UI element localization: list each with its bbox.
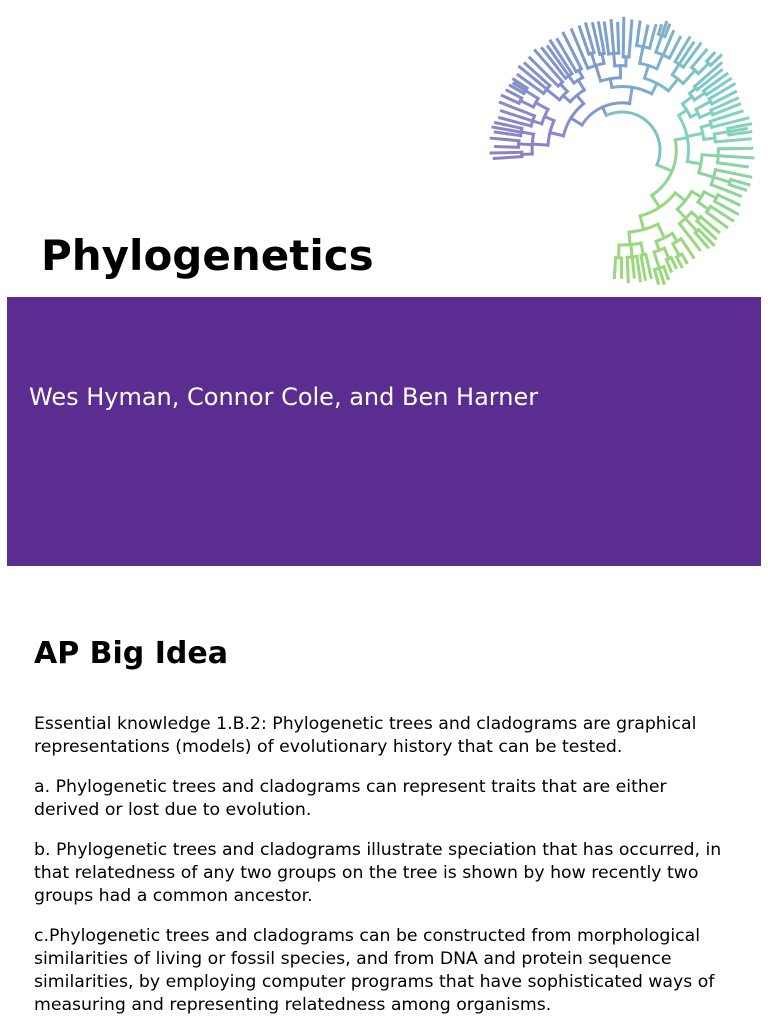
- tree-branch: [683, 97, 693, 104]
- circular-phylogenetic-tree-image: [486, 14, 758, 286]
- tree-branch: [728, 126, 742, 129]
- tree-branch: [722, 206, 737, 214]
- tree-branch: [495, 132, 507, 134]
- tree-branch: [731, 180, 741, 183]
- tree-branch: [707, 53, 715, 61]
- tree-branch: [580, 27, 586, 45]
- tree-branch: [493, 127, 511, 130]
- tree-branch: [586, 44, 589, 54]
- tree-branch: [627, 257, 628, 268]
- tree-branch: [596, 65, 601, 81]
- tree-branch: [698, 202, 709, 209]
- tree-branch: [656, 35, 662, 52]
- tree-branch: [532, 144, 548, 145]
- tree-branch: [631, 245, 632, 258]
- tree-branch: [638, 267, 640, 281]
- tree-branch: [669, 79, 678, 91]
- tree-branch: [683, 58, 690, 67]
- tree-branch: [708, 232, 715, 239]
- tree-branch: [607, 39, 609, 54]
- tree-branch: [683, 70, 695, 83]
- tree-branch: [502, 111, 523, 118]
- tree-branch: [711, 206, 723, 214]
- tree-branch: [519, 144, 533, 145]
- tree-branch: [637, 257, 639, 268]
- tree-branch: [687, 133, 703, 136]
- tree-branch: [654, 252, 659, 268]
- tree-branch: [630, 21, 632, 43]
- tree-branch: [507, 134, 520, 136]
- tree-branch: [692, 191, 702, 197]
- paragraph-essential-knowledge: Essential knowledge 1.B.2: Phylogenetic trees and cladograms are graphical representations (models) of evolutionary history that can be tested.: [34, 714, 697, 757]
- tree-branch: [526, 91, 539, 99]
- tree-branch: [523, 118, 533, 121]
- tree-branch: [614, 53, 615, 66]
- tree-branch: [536, 103, 548, 110]
- tree-branch: [590, 37, 594, 52]
- tree-branch: [666, 260, 671, 272]
- content-slide: [0, 575, 768, 1024]
- tree-branch: [655, 270, 659, 284]
- tree-branch: [611, 21, 613, 43]
- tree-branch: [577, 95, 584, 103]
- tree-branch: [646, 255, 649, 270]
- tree-branch: [729, 185, 740, 189]
- tree-branch: [640, 216, 644, 230]
- tree-branch: [727, 139, 751, 141]
- tree-branch: [718, 163, 730, 165]
- tree-branch: [713, 110, 724, 114]
- tree-branch: [729, 133, 743, 135]
- tree-branch: [702, 155, 718, 156]
- tree-branch: [550, 133, 564, 136]
- tree-branch: [599, 23, 603, 45]
- tree-branch: [699, 50, 706, 58]
- tree-branch: [683, 38, 690, 49]
- tree-branch: [637, 31, 639, 46]
- tree-branch: [547, 89, 560, 99]
- tree-branch: [618, 23, 619, 44]
- tree-branch: [681, 239, 687, 248]
- tree-branch: [722, 118, 748, 125]
- tree-branch: [714, 218, 727, 228]
- tree-branch: [658, 224, 665, 238]
- tree-branch: [640, 47, 643, 64]
- tree-branch: [679, 56, 685, 64]
- tree-branch: [657, 165, 672, 171]
- tree-branch: [494, 157, 522, 159]
- tree-branch: [727, 156, 753, 158]
- tree-branch: [675, 37, 680, 47]
- tree-branch: [652, 83, 658, 93]
- tree-branch: [729, 164, 747, 167]
- tree-branch: [714, 132, 728, 134]
- tree-branch: [630, 87, 633, 103]
- tree-branch: [673, 244, 679, 256]
- tree-branch: [491, 152, 522, 153]
- tree-branch: [663, 41, 669, 56]
- tree-branch: [521, 132, 533, 134]
- tree-branch: [670, 47, 676, 58]
- tree-branch: [711, 185, 728, 191]
- tree-branch: [675, 193, 685, 201]
- tree-branch: [671, 258, 676, 268]
- tree-branch: [653, 26, 656, 37]
- tree-branch: [641, 243, 643, 255]
- tree-branch: [523, 111, 535, 116]
- tree-branch: [613, 43, 614, 54]
- tree-branch: [718, 195, 731, 201]
- tree-branch: [710, 117, 723, 121]
- tree-branch: [643, 29, 647, 46]
- tree-branch: [632, 257, 633, 270]
- tree-branch: [728, 172, 751, 177]
- tree-branch: [712, 125, 722, 128]
- tree-branch: [728, 129, 743, 132]
- tree-branch: [501, 139, 519, 141]
- tree-branch: [560, 84, 567, 91]
- tree-branch: [728, 191, 741, 196]
- tree-branch: [692, 58, 700, 67]
- tree-branch: [586, 24, 590, 37]
- authors-banner: [7, 297, 761, 566]
- body-text: [34, 713, 734, 1024]
- paragraph-b: b. Phylogenetic trees and cladograms illustrate speciation that has occurred, in that relatedness of any two groups on the tree is shown by how recently two groups had a common ancestor.: [34, 840, 722, 906]
- tree-branch: [645, 66, 649, 79]
- tree-branch: [664, 248, 668, 258]
- tree-branch: [659, 268, 664, 283]
- tree-branch: [593, 24, 598, 46]
- tree-branch: [688, 162, 701, 164]
- tree-branch: [629, 232, 630, 245]
- tree-branch: [712, 99, 721, 104]
- tree-branch: [680, 224, 687, 233]
- tree-branch: [706, 89, 715, 95]
- paragraph-c: c.Phylogenetic trees and cladograms can be constructed from morphological similarities of living or fossil species, and from DNA and protein sequence similarities, by employing computer programs that have sophisticated ways of measuring and representing relatedness among organisms.: [34, 926, 715, 1015]
- tree-arc: [606, 112, 660, 165]
- tree-branch: [652, 195, 660, 207]
- tree-branch: [641, 256, 644, 271]
- tree-branch: [687, 248, 694, 258]
- tree-branch: [709, 94, 718, 99]
- tree-branch: [696, 101, 711, 109]
- tree-branch: [629, 43, 630, 57]
- tree-branch: [664, 267, 668, 279]
- tree-branch: [724, 104, 740, 110]
- tree-branch: [675, 138, 687, 140]
- tree-branch: [704, 138, 715, 139]
- tree-branch: [723, 214, 733, 221]
- tree-branch: [508, 98, 519, 103]
- tree-branch: [695, 93, 705, 100]
- authors-text: Wes Hyman, Connor Cole, and Ben Harner: [29, 383, 539, 411]
- tree-branch: [677, 209, 686, 218]
- tree-branch: [726, 98, 737, 103]
- tree-branch: [491, 138, 501, 139]
- tree-branch: [520, 101, 533, 107]
- tree-branch: [699, 173, 714, 177]
- tree-branch: [716, 170, 728, 173]
- tree-branch: [511, 130, 522, 132]
- tree-branch: [628, 269, 629, 282]
- tree-branch: [591, 53, 595, 65]
- tree-branch: [715, 141, 726, 142]
- tree-branch: [604, 23, 606, 39]
- tree-branch: [701, 124, 711, 127]
- tree-branch: [657, 55, 663, 69]
- tree-branch: [578, 80, 584, 90]
- tree-branch: [698, 63, 708, 73]
- tree-branch: [615, 258, 616, 270]
- tree-branch: [700, 112, 712, 117]
- tree-branch: [721, 92, 736, 100]
- section-heading: AP Big Idea: [34, 636, 228, 671]
- tree-branch: [545, 117, 555, 121]
- paragraph-a: a. Phylogenetic trees and cladograms can represent traits that are either derived or lost due to evolution.: [34, 777, 667, 820]
- tree-branch: [650, 36, 653, 48]
- tree-branch: [714, 177, 730, 182]
- tree-branch: [704, 192, 716, 198]
- tree-branch: [571, 118, 582, 125]
- slide-title: Phylogenetics: [41, 231, 374, 280]
- tree-branch: [672, 64, 679, 75]
- tree-branch: [723, 111, 742, 117]
- tree-branch: [505, 125, 522, 129]
